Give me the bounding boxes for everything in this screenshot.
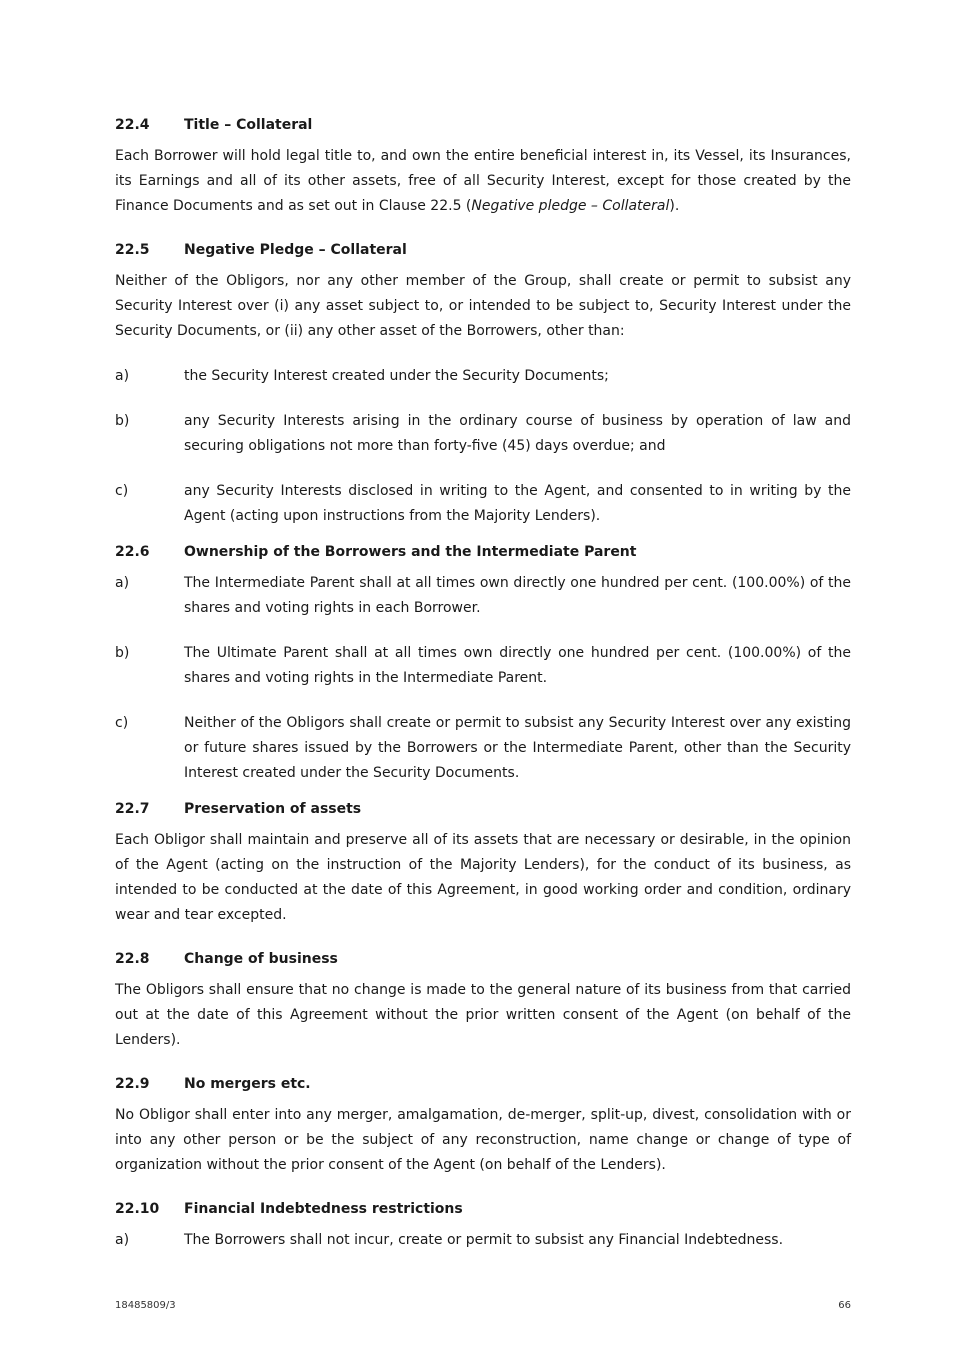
list-item-label: a) [115, 575, 130, 591]
list-item-label: a) [115, 368, 130, 384]
section-body-22-9: No Obligor shall enter into any merger, amalgamation, de-merger, split-up, divest, consolidation with or into any other person or be the subject of any reconstruction, name change or change of type of organization without the prior consent of the Agent (on behalf of the Lenders). [115, 1107, 851, 1173]
section-body-22-5: Neither of the Obligors, nor any other member of the Group, shall create or permit to subsist any Security Interest over (i) any asset subject to, or intended to be subject to, Security Interest under the Security Documents, or (ii) any other asset of the Borrowers, other than: [115, 273, 851, 339]
section-title: Change of business [184, 951, 338, 967]
list-item-label: b) [115, 645, 130, 661]
section-body-22-8: The Obligors shall ensure that no change is made to the general nature of its business from that carried out at the date of this Agreement without the prior written consent of the Agent (on behalf of the Lenders). [115, 982, 851, 1048]
list-item [115, 1228, 851, 1253]
list-item [115, 364, 851, 389]
document-page [115, 114, 851, 1273]
clause-reference: Negative pledge – Collateral [471, 198, 670, 214]
list-item-text: any Security Interests disclosed in writing to the Agent, and consented to in writing by the Agent (acting upon instructions from the Majority Lenders). [184, 483, 851, 524]
list-item-label: c) [115, 715, 129, 731]
section-title: Financial Indebtedness restrictions [184, 1201, 463, 1217]
list-item [115, 409, 851, 459]
list-item [115, 711, 851, 786]
section-heading-22-8 [115, 948, 851, 970]
list-item-text: Neither of the Obligors shall create or permit to subsist any Security Interest over any existing or future shares issued by the Borrowers or the Intermediate Parent, other than the Security Interest created under the Security Documents. [184, 715, 851, 781]
list-item [115, 479, 851, 529]
section-title: Title – Collateral [184, 117, 313, 133]
list-item-label: c) [115, 483, 129, 499]
section-heading-22-5 [115, 239, 851, 261]
list-item-text: The Borrowers shall not incur, create or permit to subsist any Financial Indebtedness. [184, 1232, 784, 1248]
section-heading-22-7 [115, 798, 851, 820]
section-body-22-7: Each Obligor shall maintain and preserve all of its assets that are necessary or desirable, in the opinion of the Agent (acting on the instruction of the Majority Lenders), for the conduct of its business, as intended to be conducted at the date of this Agreement, in good working order and condition, ordinary wear and tear excepted. [115, 832, 851, 923]
section-number: 22.6 [115, 544, 150, 560]
list-item-text: The Intermediate Parent shall at all times own directly one hundred per cent. (100.00%) of the shares and voting rights in each Borrower. [184, 575, 851, 616]
list-item-text: any Security Interests arising in the ordinary course of business by operation of law and securing obligations not more than forty-five (45) days overdue; and [184, 413, 851, 454]
section-number: 22.10 [115, 1201, 160, 1217]
section-title: Preservation of assets [184, 801, 362, 817]
page-footer [115, 1300, 851, 1311]
document-reference: 18485809/3 [115, 1300, 176, 1311]
section-number: 22.9 [115, 1076, 150, 1092]
section-title: Negative Pledge – Collateral [184, 242, 407, 258]
page-number: 66 [838, 1300, 851, 1311]
section-heading-22-9 [115, 1073, 851, 1095]
list-item-text: The Ultimate Parent shall at all times own directly one hundred per cent. (100.00%) of the shares and voting rights in the Intermediate Parent. [184, 645, 851, 686]
section-number: 22.8 [115, 951, 150, 967]
list-item [115, 571, 851, 621]
list-item [115, 641, 851, 691]
body-text: Each Borrower will hold legal title to, and own the entire beneficial interest in, its Vessel, its Insurances, its Earnings and all of its other assets, free of all Security Interest, except for those created by the Finance Documents and as set out in Clause 22.5 ( [115, 148, 851, 214]
section-title: No mergers etc. [184, 1076, 311, 1092]
list-item-label: a) [115, 1232, 130, 1248]
list-item-text: the Security Interest created under the Security Documents; [184, 368, 609, 384]
list-item-label: b) [115, 413, 130, 429]
section-body-22-4 [115, 144, 851, 219]
section-number: 22.4 [115, 117, 150, 133]
section-title: Ownership of the Borrowers and the Intermediate Parent [184, 544, 637, 560]
section-number: 22.5 [115, 242, 150, 258]
body-text-end: ). [669, 198, 680, 214]
section-heading-22-4 [115, 114, 851, 136]
section-heading-22-10 [115, 1198, 851, 1220]
section-number: 22.7 [115, 801, 150, 817]
section-heading-22-6 [115, 541, 851, 563]
